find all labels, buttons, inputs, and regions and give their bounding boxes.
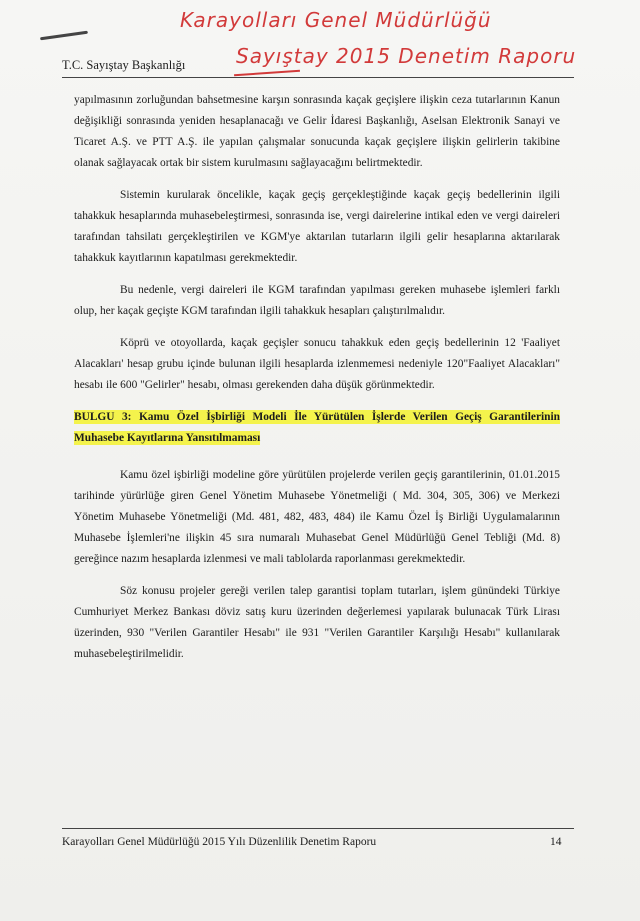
pen-stroke-mark (40, 31, 88, 41)
body-text (74, 90, 560, 676)
header-institution: T.C. Sayıştay Başkanlığı (62, 58, 186, 72)
footer-report-title: Karayolları Genel Müdürlüğü 2015 Yılı Düzenlilik Denetim Raporu (62, 836, 377, 848)
paragraph-5: Kamu özel işbirliği modeline göre yürütülen projelerde verilen geçiş garantilerinin, 01.01.2015 tarihinde yürürlüğe giren Genel Yönetim Muhasebe Yönetmeliği ( Md. 304, 305, 306) ve Merkezi Yönetim Muhasebe Yönetmeliği (Md. 481, 482, 483, 484) ile Kamu Özel İş Birliği Uygulamalarının Muhasebe İşlemleri'ne ilişkin 45 sıra numaralı Muhasebat Genel Müdürlüğü Genel Tebliği (Md. 8) gereğince nazım hesaplarda izlenmesi ve mali tablolarda raporlanması gerekmektedir. (74, 469, 560, 565)
finding-label: BULGU 3: (74, 411, 132, 423)
handwritten-note-line2: Sayıştay 2015 Denetim Raporu (236, 44, 577, 68)
paragraph-6: Söz konusu projeler gereği verilen talep garantisi toplam tutarları, işlem günündeki Türkiye Cumhuriyet Merkez Bankası döviz satış kuru üzerinden değerlemesi yapılarak bulunacak Türk Lirası üzerinden, 930 "Verilen Garantiler Hesabı" ile 931 "Verilen Garantiler Karşılığı Hesabı" kullanılarak muhasebeleştirilmelidir. (74, 585, 560, 660)
handwritten-underline (234, 70, 300, 77)
footer-divider (62, 828, 574, 829)
paragraph-3: Bu nedenle, vergi daireleri ile KGM tarafından yapılması gereken muhasebe işlemleri farklı olup, her kaçak geçişte KGM tarafından ilgili tahakkuk hesapları çalıştırılmalıdır. (74, 284, 560, 317)
paragraph-2: Sistemin kurularak öncelikle, kaçak geçiş gerçekleştiğinde kaçak geçiş bedellerinin ilgili tahakkuk hesaplarında muhasebeleştirmesi, sonrasında ise, vergi dairelerine intikal eden ve vergi daireleri tarafından tahsilatı gerçekleştirilen ve KGM'ye aktarılan tutarların ilgili gelir hesaplarına aktarılarak tahakkuk kayıtlarının kapatılması gerekmektedir. (74, 189, 560, 264)
handwritten-note-line1: Karayolları Genel Müdürlüğü (180, 8, 492, 32)
finding-title: Kamu Özel İşbirliği Modeli İle Yürütülen İşlerde Verilen Geçiş Garantilerinin Muhasebe Kayıtlarına Yansıtılmaması (74, 411, 561, 444)
header-divider (62, 77, 574, 78)
finding-heading (74, 407, 560, 449)
footer-page-number: 14 (550, 836, 562, 848)
paragraph-1: yapılmasının zorluğundan bahsetmesine karşın sonrasında kaçak geçişlere ilişkin ceza tutarlarının Kanun değişikliği sonrasında yeniden hesaplanacağı ve Gelir İdaresi Başkanlığı, Aselsan Elektronik Sanayi ve Ticaret A.Ş. ve PTT A.Ş. ile yapılan çalışmalar sonucunda kaçak geçişlere ilişkin gelirlerin takibine olanak sağlayacak ortak bir sistem kurulmasını sağlayacağını belirtmektedir. (74, 94, 560, 169)
paragraph-4: Köprü ve otoyollarda, kaçak geçişler sonucu tahakkuk eden geçiş bedellerinin 12 'Faaliyet Alacakları' hesap grubu içinde bulunan ilgili hesaplarda izlenmemesi nedeniyle 120"Faaliyet Alacakları" hesabı ile 600 "Gelirler" hesabı, olması gerekenden daha düşük görünmektedir. (74, 337, 560, 391)
